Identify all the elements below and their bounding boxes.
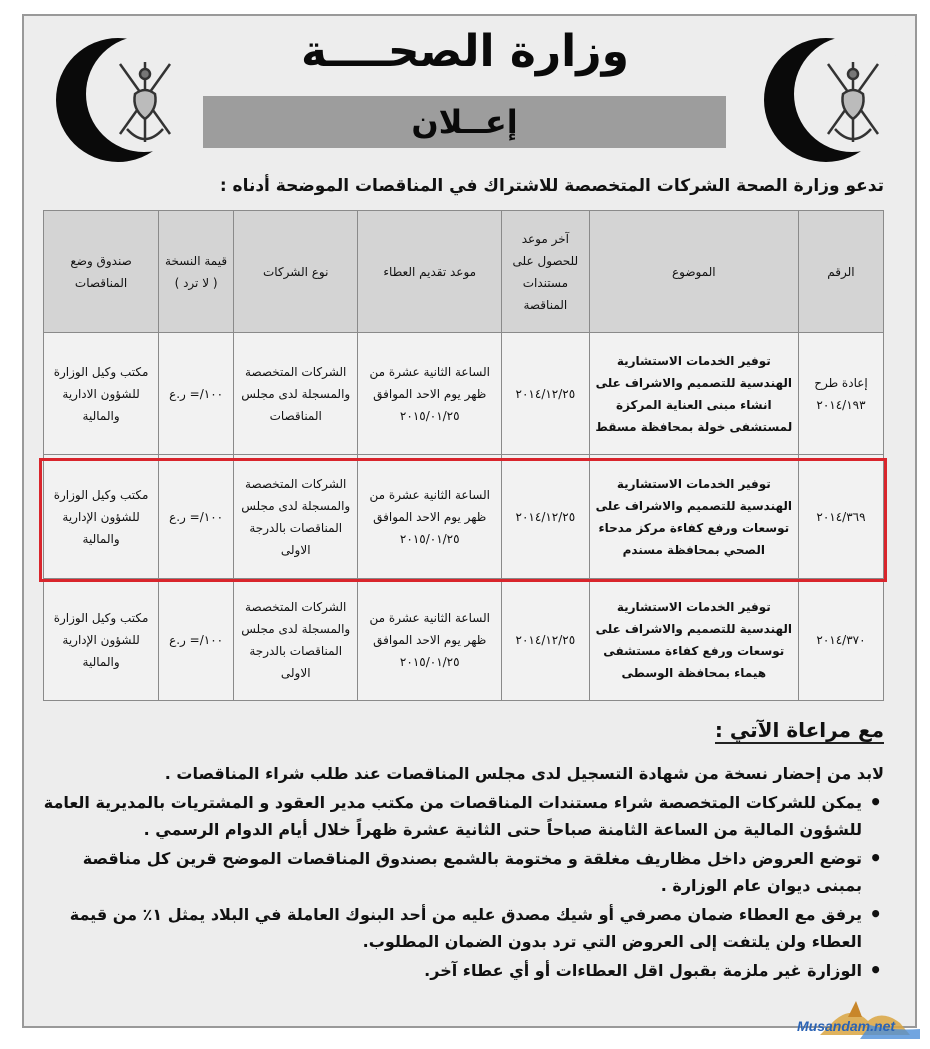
header-number: الرقم [798, 211, 883, 333]
cell-number: ٢٠١٤/٣٦٩ [798, 455, 883, 579]
notes-section [39, 760, 884, 986]
emblem-right-icon [740, 34, 910, 164]
table-row [44, 333, 884, 455]
intro-text: تدعو وزارة الصحة الشركات المتخصصة للاشتراك في المناقصات الموضحة أدناه : [219, 176, 884, 196]
cell-submission: الساعة الثانية عشرة من ظهر يوم الاحد الموافق ٢٠١٥/٠١/٢٥ [358, 579, 502, 701]
cell-number: إعادة طرح ٢٠١٤/١٩٣ [798, 333, 883, 455]
cell-last-date: ٢٠١٤/١٢/٢٥ [502, 579, 590, 701]
list-item: • يمكن للشركات المتخصصة شراء مستندات المناقصات من مكتب مدير العقود و المشتريات بالمديرية العامة للشؤون المالية من الساعة الثامنة صباحاً حتى الثانية عشرة ظهراً خلال أيام الدوام الرسمي . [39, 789, 862, 843]
cell-subject: توفير الخدمات الاستشارية الهندسية للتصميم والاشراف على توسعات ورفع كفاءة مستشفى هيماء بمحافظة الوسطى [589, 579, 798, 701]
header-box: صندوق وضع المناقصات [44, 211, 159, 333]
cell-submission: الساعة الثانية عشرة من ظهر يوم الاحد الموافق ٢٠١٥/٠١/٢٥ [358, 333, 502, 455]
cell-last-date: ٢٠١٤/١٢/٢٥ [502, 455, 590, 579]
cell-submission: الساعة الثانية عشرة من ظهر يوم الاحد الموافق ٢٠١٥/٠١/٢٥ [358, 455, 502, 579]
notes-list [39, 789, 884, 984]
table-row [44, 455, 884, 579]
cell-number: ٢٠١٤/٣٧٠ [798, 579, 883, 701]
header-company-type: نوع الشركات [233, 211, 357, 333]
cell-box: مكتب وكيل الوزارة للشؤون الادارية والمالية [44, 333, 159, 455]
emblem-left-icon [22, 34, 192, 164]
list-item: • الوزارة غير ملزمة بقبول اقل العطاءات أو أي عطاء آخر. [39, 957, 862, 984]
cell-company-type: الشركات المتخصصة والمسجلة لدى مجلس المناقصات [233, 333, 357, 455]
header-subject: الموضوع [589, 211, 798, 333]
cell-box: مكتب وكيل الوزارة للشؤون الإدارية والمالية [44, 455, 159, 579]
header-last-date: آخر موعد للحصول على مستندات المناقصة [502, 211, 590, 333]
cell-last-date: ٢٠١٤/١٢/٢٥ [502, 333, 590, 455]
announcement-banner: إعــلان [203, 96, 726, 148]
notes-lead: لابد من إحضار نسخة من شهادة التسجيل لدى مجلس المناقصات عند طلب شراء المناقصات . [164, 764, 884, 783]
tenders-table [43, 210, 884, 701]
cell-price: ١٠٠/= ر.ع [159, 333, 234, 455]
table-header-row [44, 211, 884, 333]
header-price: قيمة النسخة ( لا ترد ) [159, 211, 234, 333]
header-submission: موعد تقديم العطاء [358, 211, 502, 333]
watermark-text: Musandam.net [797, 1018, 896, 1034]
list-item: • يرفق مع العطاء ضمان مصرفي أو شيك مصدق عليه من أحد البنوك العاملة في البلاد يمثل ١٪ من قيمة العطاء ولن يلتفت إلى العروض التي ترد بدون الضمان المطلوب. [39, 901, 862, 955]
cell-subject: توفير الخدمات الاستشارية الهندسية للتصميم والاشراف على توسعات ورفع كفاءة مركز مدحاء الصحي بمحافظة مسندم [589, 455, 798, 579]
cell-subject: توفير الخدمات الاستشارية الهندسية للتصميم والاشراف على انشاء مبنى العناية المركزة لمستشفى خولة بمحافظة مسقط [589, 333, 798, 455]
notes-title: مع مراعاة الآتي : [714, 718, 884, 742]
cell-price: ١٠٠/= ر.ع [159, 455, 234, 579]
cell-price: ١٠٠/= ر.ع [159, 579, 234, 701]
cell-company-type: الشركات المتخصصة والمسجلة لدى مجلس المناقصات بالدرجة الاولى [233, 455, 357, 579]
table-row [44, 579, 884, 701]
cell-box: مكتب وكيل الوزارة للشؤون الإدارية والمالية [44, 579, 159, 701]
ministry-title: وزارة الصحــــة [301, 26, 629, 77]
cell-company-type: الشركات المتخصصة والمسجلة لدى مجلس المناقصات بالدرجة الاولى [233, 579, 357, 701]
list-item: • توضع العروض داخل مظاريف مغلقة و مختومة بالشمع بصندوق المناقصات الموضح قرين كل مناقصة بمبنى ديوان عام الوزارة . [39, 845, 862, 899]
